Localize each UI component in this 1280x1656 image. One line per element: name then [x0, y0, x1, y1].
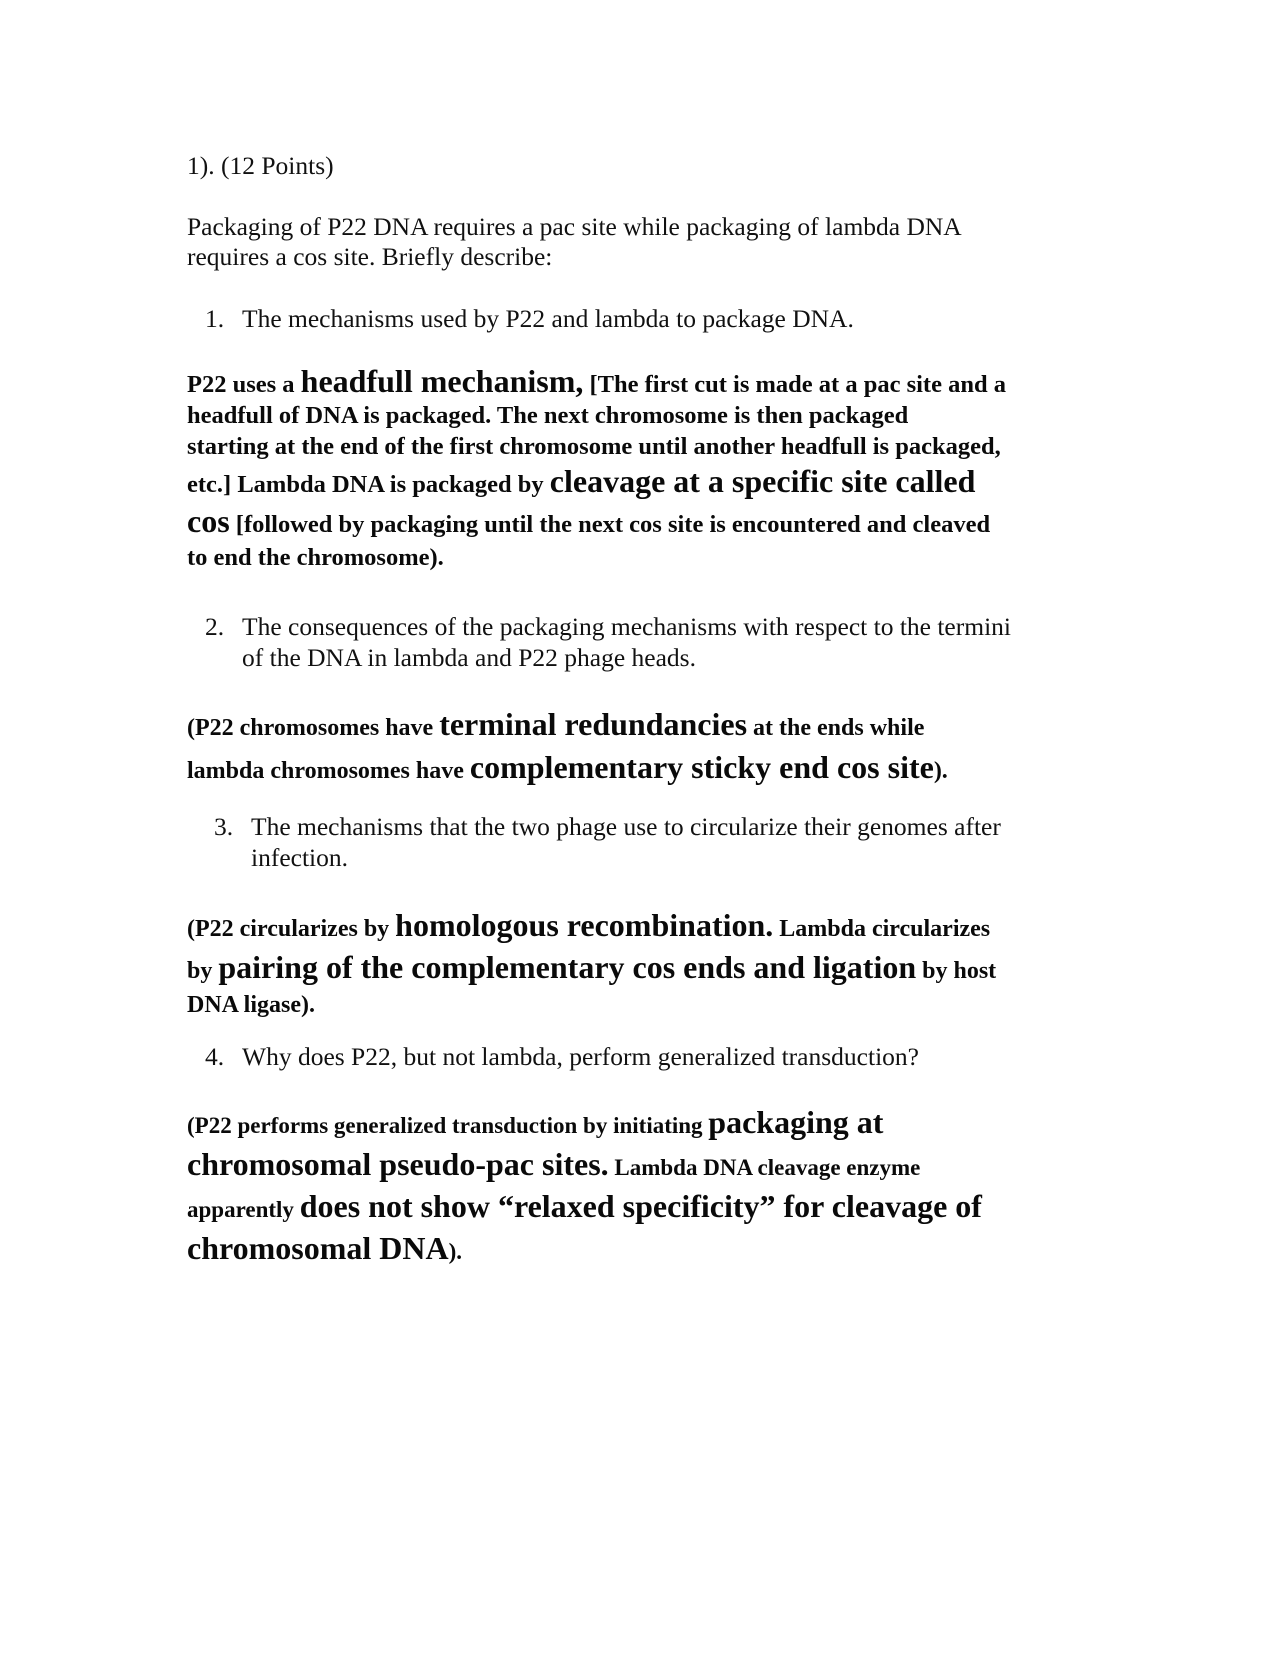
answer-3 [187, 906, 1127, 1020]
answer-4 [187, 1103, 1127, 1271]
question-text: The mechanisms that the two phage use to circularize their genomes after [251, 812, 1001, 841]
answer-line: (P22 chromosomes have terminal redundancies at the ends while [187, 706, 925, 742]
intro-line: Packaging of P22 DNA requires a pac site while packaging of lambda DNA [187, 212, 962, 241]
emphasis: pairing of the complementary cos ends and ligation [218, 949, 917, 985]
answer-line: DNA ligase). [187, 992, 315, 1018]
question-2 [205, 611, 1105, 673]
question-3 [214, 811, 1114, 873]
answer-1 [187, 363, 1127, 573]
question-text: infection. [251, 843, 349, 872]
question-text: The consequences of the packaging mechanisms with respect to the termini [242, 612, 1011, 641]
answer-line: apparently does not show “relaxed specificity” for cleavage of [187, 1188, 982, 1224]
emphasis: homologous recombination. [395, 907, 774, 943]
question-number: 4. [205, 1042, 225, 1071]
answer-line: starting at the end of the first chromosome until another headfull is packaged, [187, 433, 1001, 460]
emphasis: terminal redundancies [439, 706, 748, 742]
question-number: 3. [214, 812, 234, 841]
emphasis: packaging at [708, 1104, 884, 1140]
emphasis: cos [187, 503, 230, 539]
answer-line: (P22 circularizes by homologous recombination. Lambda circularizes [187, 907, 991, 943]
answer-line: etc.] Lambda DNA is packaged by cleavage at a specific site called [187, 463, 976, 499]
answer-line: chromosomal DNA). [187, 1230, 463, 1266]
question-number: 1. [205, 304, 225, 333]
question-1 [205, 303, 1105, 334]
question-number: 2. [205, 612, 225, 641]
answer-line: lambda chromosomes have complementary sticky end cos site). [187, 749, 948, 785]
emphasis: does not show “relaxed specificity” for cleavage of [299, 1188, 982, 1224]
answer-line: P22 uses a headfull mechanism, [The first cut is made at a pac site and a [187, 363, 1006, 399]
answer-line: headfull of DNA is packaged. The next chromosome is then packaged [187, 402, 909, 429]
emphasis: headfull mechanism, [300, 363, 584, 399]
emphasis: complementary sticky end cos site [469, 749, 934, 785]
intro-paragraph [187, 212, 962, 272]
answer-line: chromosomal pseudo-pac sites. Lambda DNA cleavage enzyme [187, 1146, 921, 1182]
emphasis: chromosomal pseudo-pac sites. [187, 1146, 609, 1182]
answer-line: to end the chromosome). [187, 544, 444, 571]
answer-line: by pairing of the complementary cos ends and ligation by host [187, 949, 997, 985]
question-text: Why does P22, but not lambda, perform generalized transduction? [242, 1042, 919, 1071]
question-4 [205, 1041, 1105, 1072]
answer-line: cos [followed by packaging until the next cos site is encountered and cleaved [187, 503, 991, 539]
question-text: The mechanisms used by P22 and lambda to package DNA. [242, 304, 854, 333]
question-header: 1). (12 Points) [187, 151, 334, 180]
intro-line: requires a cos site. Briefly describe: [187, 242, 553, 271]
question-text: of the DNA in lambda and P22 phage heads. [242, 643, 696, 672]
answer-line: (P22 performs generalized transduction by initiating packaging at [187, 1104, 884, 1140]
emphasis: chromosomal DNA [187, 1230, 449, 1266]
answer-2 [187, 705, 1127, 791]
emphasis: cleavage at a specific site called [549, 463, 976, 499]
